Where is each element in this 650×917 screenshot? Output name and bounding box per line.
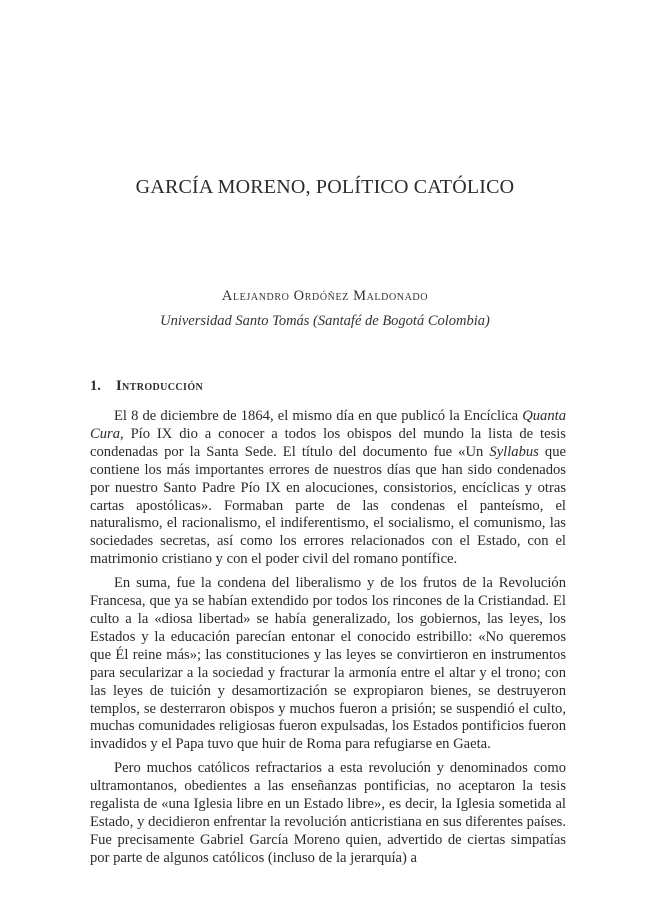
section-number: 1. (90, 378, 101, 394)
section-heading (90, 378, 203, 395)
section-name: Introducción (116, 378, 204, 394)
author-name: Alejandro Ordóñez Maldonado (221, 288, 429, 304)
author-affiliation: Universidad Santo Tomás (Santafé de Bogotá Colombia) (160, 313, 490, 329)
syllabus-title: Syllabus (489, 443, 539, 460)
article-title: GARCÍA MORENO, POLÍTICO CATÓLICO (135, 176, 515, 198)
encyclical-title: Quanta Cura (90, 408, 566, 442)
paragraph-1 (90, 408, 566, 569)
paragraph-2: En suma, fue la condena del liberalismo y de los frutos de la Revolución Francesa, que ya se habían extendido por todos los rincones de la Cristiandad. El culto a la «diosa libertad» se había generalizado, los gobiernos, las leyes, los Estados y la educación parecían entonar el conocido estribillo: «No queremos que Él reine más»; las constituciones y las leyes se convirtieron en instrumentos para secularizar a la sociedad y fracturar la armonía entre el altar y el trono; con las leyes de tuición y desamortización se expropiaron bienes, se destruyeron templos, se desterraron obispos y muchos fueron a prisión; se suspendió el culto, muchas comunidades religiosas fueron expulsadas, los Estados pontificios fueron invadidos y el Papa tuvo que huir de Roma para refugiarse en Gaeta. (90, 575, 566, 753)
body-text (90, 408, 566, 868)
paragraph-1-text-a: El 8 de diciembre de 1864, el mismo día en que publicó la Encíclica (114, 408, 523, 424)
paragraph-1-text-c: , Pío IX dio a conocer a todos los obispos del mundo la lista de tesis condenadas por la Santa Sede. El título del documento fue «Un (90, 425, 566, 460)
paragraph-3: Pero muchos católicos refractarios a esta revolución y denominados como ultramontanos, obedientes a las enseñanzas pontificias, no aceptaron la tesis regalista de «una Iglesia libre en un Estado libre», es decir, la Iglesia sometida al Estado, y decidieron enfrentar la revolución anticristiana en sus diferentes países. Fue precisamente Gabriel García Moreno quien, advertido de ciertas simpatías por parte de algunos católicos (incluso de la jerarquía) a (90, 760, 566, 866)
paragraph-1-text-e: que contiene los más importantes errores de nuestros días que han sido condenados por nuestro Santo Padre Pío IX en alocuciones, consistorios, encíclicas y otras cartas apostólicas». Formaban parte de las condenas el panteísmo, el naturalismo, el racionalismo, el indiferentismo, el socialismo, el comunismo, las sociedades secretas, así como los errores relacionados con el Estado, con el matrimonio cristiano y con el poder civil del romano pontífice. (90, 443, 566, 568)
